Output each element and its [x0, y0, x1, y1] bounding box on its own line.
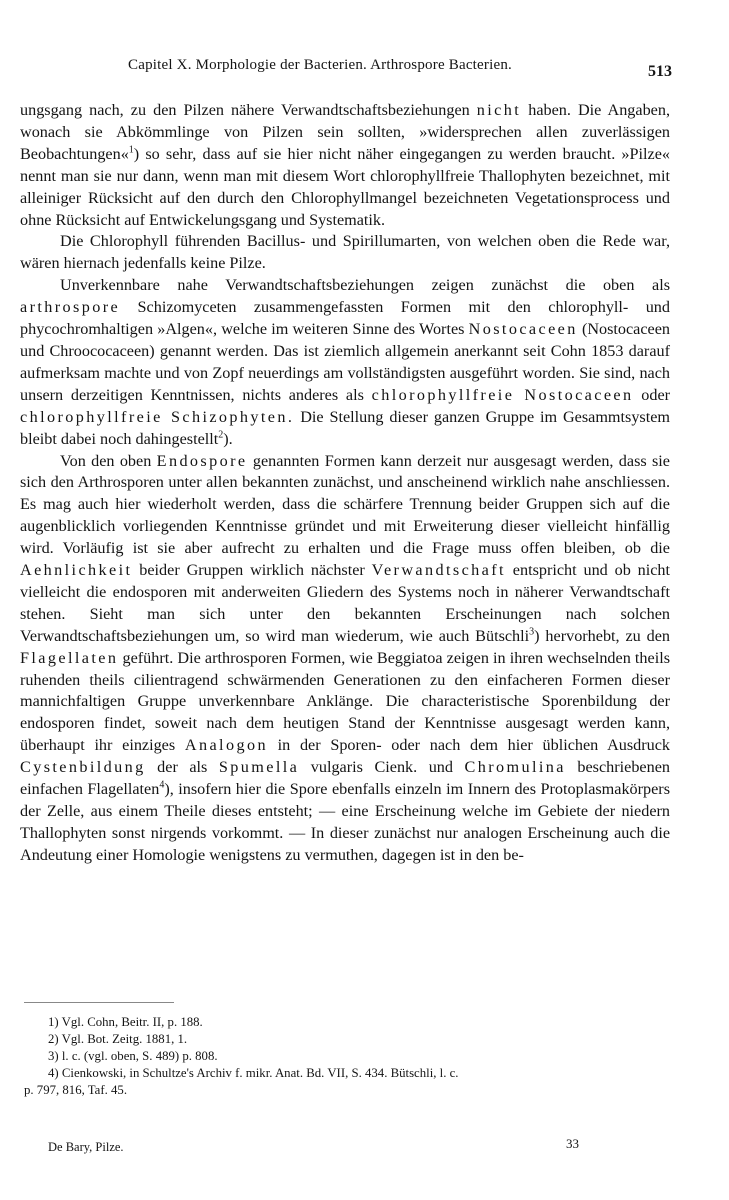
emphasis-verwandtschaft: Verwandtschaft — [371, 561, 506, 580]
emphasis-flagellaten: Flagellaten — [20, 648, 119, 667]
paragraph-1: ungsgang nach, zu den Pilzen nähere Verwandtschaftsbeziehungen nicht haben. Die Angaben, wonach sie Abkömmlinge von Pilzen sein sollten, »widersprechen allen zuverlässigen Beobachtungen«$^1$) so sehr, dass auf sie hier nicht näher eingegangen zu werden braucht. »Pilze« nennt man sie nur dann, wenn man mit diesem Wort chlorophyllfreie Thallophyten bezeichnet, mit alleiniger Rücksicht auf den durch den Chlorophyllmangel bezeichneten Vegetationsprocess und ohne Rücksicht auf Entwickelungsgang und Systematik. — [20, 101, 670, 229]
paragraph-4: Von den oben Endospore genannten Formen kann derzeit nur ausgesagt werden, dass sie sich den Arthrosporen unter allen bekannten zunächst, und anscheinend wirklich nahe anschliessen. Es mag auch hier wiederholt werden, dass die schärfere Trennung beider Gruppen sich auf die augenblicklich vorliegenden Kenntnisse gründet und mit Erweiterung dieser vielleicht hinfällig wird. Vorläufig ist sie aber aufrecht zu erhalten und die Frage muss offen bleiben, ob die Aehnlichkeit beider Gruppen wirklich nächster Verwandtschaft entspricht und ob nicht vielleicht die endosporen mit anderweiten Gliedern des Systems noch in näherer Verwandtschaft stehen. Sieht man sich unter den bekannten Erscheinungen nach solchen Verwandtschaftsbeziehungen um, so wird man wiederum, wie auch Bütschli$^3$) hervorhebt, zu den Flagellaten geführt. Die arthrosporen Formen, wie Beggiatoa zeigen in ihren wechselnden theils ruhenden theils cilientragend schwärmenden Generationen zu den einfacheren Formen dieser mannichfaltigen Gruppe unverkennbare Anklänge. Die characteristische Sporenbildung der endosporen findet, soweit nach dem heutigen Stand der Kenntnisse ausgesagt werden kann, überhaupt ihr einziges Analogon in der Sporen- oder nach dem hier üblichen Ausdruck Cystenbildung der als Spumella vulgaris Cienk. und Chromulina beschriebenen einfachen Flagellaten$^4$), insofern hier die Spore ebenfalls einzeln im Innern des Protoplasmakörpers der Zelle, aus einem Theile dieses entsteht; — eine Erscheinung welche im Gebiete der niedern Thallophyten sonst nirgends vorkommt. — In dieser zunächst nur analogen Erscheinung auch die Andeutung einer Homologie wenigstens zu vermuthen, dagegen ist in den be- — [20, 451, 671, 864]
footnote-ref-3: 3 — [529, 626, 535, 638]
footnote-divider — [24, 1002, 174, 1003]
footnote-3: 3) l. c. (vgl. oben, S. 489) p. 808. — [48, 1049, 218, 1063]
footnote-4-continuation: p. 797, 816, Taf. 45. — [24, 1083, 128, 1097]
emphasis-arthrospore: arthrospore — [20, 298, 121, 317]
sheet-number: 33 — [566, 1136, 579, 1151]
page-number: 513 — [648, 63, 672, 80]
footnote-ref-4: 4 — [159, 779, 165, 791]
emphasis-cystenbildung: Cystenbildung — [20, 758, 146, 777]
emphasis-endospore: Endospore — [156, 451, 248, 470]
footnote-ref-2: 2 — [218, 429, 224, 441]
emphasis-nostocaceen: Nostocaceen — [468, 320, 578, 339]
running-head — [118, 51, 678, 79]
emphasis-aehnlichkeit: Aehnlichkeit — [20, 561, 133, 580]
running-title: Capitel X. Morphologie der Bacterien. Arthrospore Bacterien. — [128, 57, 512, 73]
footnote-ref-1: 1 — [128, 144, 134, 156]
emphasis-nicht: nicht — [476, 101, 522, 119]
emphasis-spumella: Spumella — [218, 758, 300, 777]
emphasis-chromulina: Chromulina — [464, 758, 566, 777]
paragraph-2: Die Chlorophyll führenden Bacillus- und Spirillumarten, von welchen oben die Rede war, wären hiernach jedenfalls keine Pilze. — [20, 232, 670, 273]
footnote-2: 2) Vgl. Bot. Zeitg. 1881, 1. — [48, 1032, 188, 1046]
emphasis-analogon: Analogon — [184, 736, 268, 755]
footnote-1: 1) Vgl. Cohn, Beitr. II, p. 188. — [48, 1015, 203, 1029]
paragraph-3: Unverkennbare nahe Verwandtschaftsbeziehungen zeigen zunächst die oben als arthrospore Schizomyceten zusammengefassten Formen mit den chlorophyll- und phycochromhaltigen »Algen«, welche im weiteren Sinne des Wortes Nostocaceen (Nostocaceen und Chroococaceen) genannt werden. Das ist ziemlich allgemein anerkannt seit Cohn 1853 darauf aufmerksam machte und von Zopf neuerdings am vollständigsten ausgeführt worden. Sie sind, nach unsern derzeitigen Kenntnissen, nichts anderes als chlorophyllfreie Nostocaceen oder chlorophyllfreie Schizophyten. Die Stellung dieser ganzen Gruppe im Gesammtsystem bleibt dabei noch dahingestellt$^2$). — [20, 276, 671, 448]
emphasis-chlorophyllfreie-nostocaceen: chlorophyllfreie Nostocaceen — [371, 385, 634, 404]
signature-line: De Bary, Pilze. — [48, 1140, 124, 1154]
footnote-4: 4) Cienkowski, in Schultze's Archiv f. mikr. Anat. Bd. VII, S. 434. Bütschli, l. c. — [48, 1066, 459, 1080]
body-text — [20, 100, 670, 867]
emphasis-chlorophyllfreie-schizophyten: chlorophyllfreie Schizophyten. — [20, 407, 295, 426]
footnotes — [24, 1014, 674, 1099]
